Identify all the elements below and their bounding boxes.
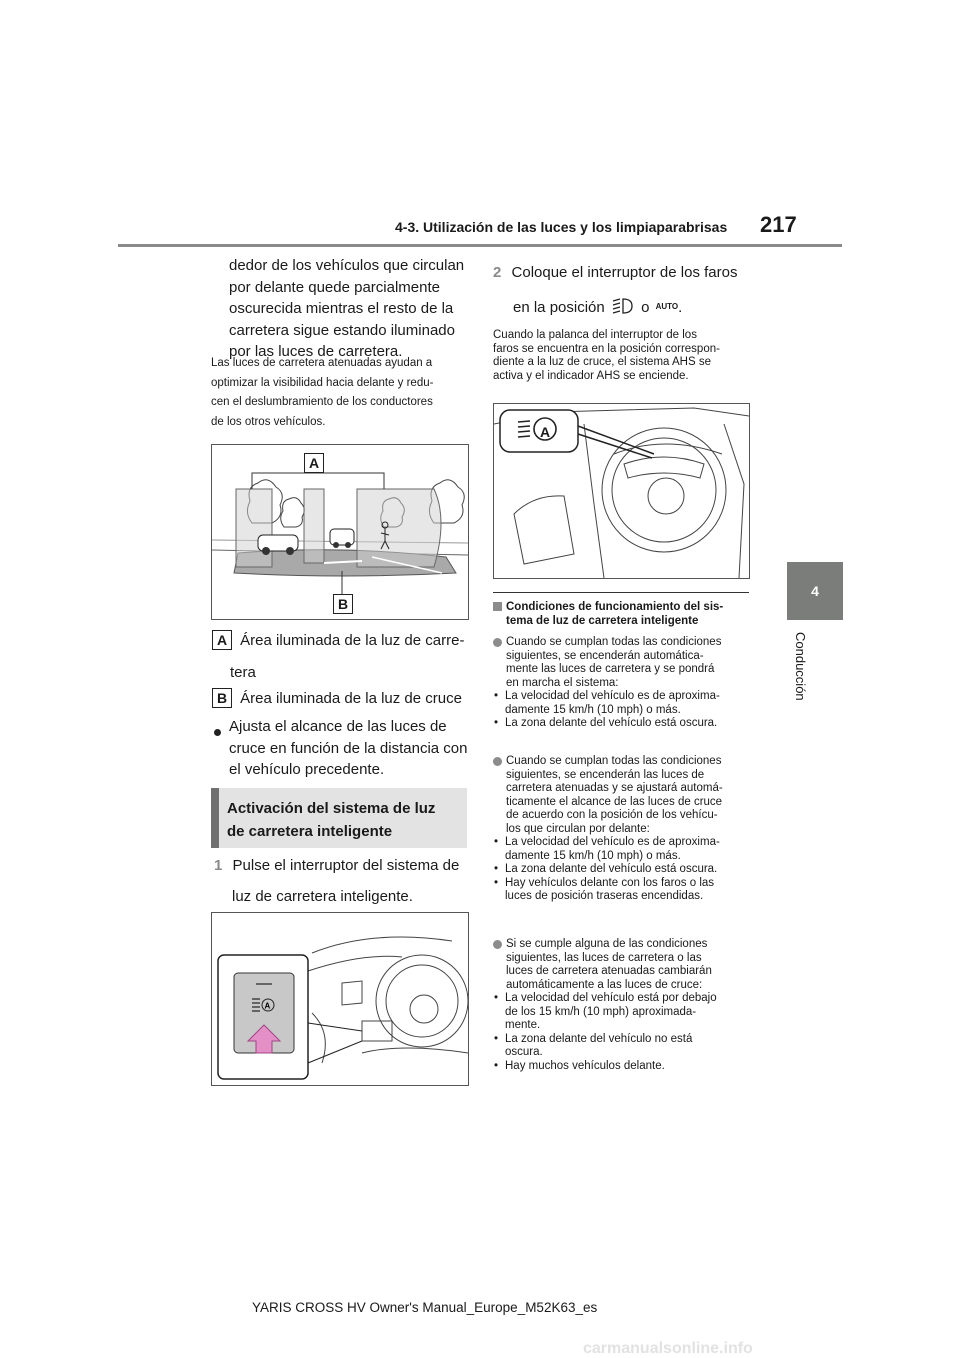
text-line: mente. xyxy=(505,1019,541,1031)
step-text: o xyxy=(641,298,650,316)
text-line: Las luces de carretera atenuadas ayudan a xyxy=(211,357,433,369)
text-line: mente las luces de carretera y se pondrá xyxy=(506,663,715,675)
text-line: La velocidad del vehículo es de aproxima- xyxy=(505,836,720,848)
text-line: activa y el indicador AHS se enciende. xyxy=(493,369,689,382)
text-line: cruce en función de la distancia con xyxy=(229,739,468,757)
text-line: Cuando se cumplan todas las condiciones xyxy=(506,755,722,767)
condition-block xyxy=(493,636,758,731)
text-line: La velocidad del vehículo es de aproxima- xyxy=(505,690,720,702)
step-text: Coloque el interruptor de los faros xyxy=(511,264,738,281)
text-line: oscura. xyxy=(505,1046,543,1058)
chapter-number: 4 xyxy=(811,583,819,599)
square-bullet xyxy=(493,602,502,611)
text-line: damente 15 km/h (10 mph) o más. xyxy=(505,849,681,862)
round-bullet xyxy=(493,940,502,949)
text-line: cen el deslumbramiento de los conductores xyxy=(211,396,433,408)
condition-item: • La zona delante del vehículo está oscura. xyxy=(493,717,758,731)
footer-text: YARIS CROSS HV Owner's Manual_Europe_M52K63_es xyxy=(252,1300,598,1315)
text-line: diente a la luz de cruce, el sistema AHS se xyxy=(493,356,711,368)
watermark: carmanualsonline.info xyxy=(583,1340,753,1357)
text-line: por delante quede parcialmente xyxy=(229,278,440,296)
section-title: 4-3. Utilización de las luces y los limpiaparabrisas xyxy=(395,219,728,235)
text-line: ticamente el alcance de las luces de cruce xyxy=(506,795,723,808)
dashboard-illustration xyxy=(212,913,468,1085)
text-line: La zona delante del vehículo está oscura. xyxy=(505,863,718,875)
text-line: Hay vehículos delante con los faros o las xyxy=(505,876,715,889)
text-line: oscurecida mientras el resto de la xyxy=(229,300,454,317)
chapter-label-text: Conducción xyxy=(793,632,808,701)
header-rule xyxy=(118,244,842,247)
cockpit-illustration xyxy=(494,404,749,578)
legend-key-b: B xyxy=(212,688,232,708)
note-paragraph xyxy=(211,354,471,432)
indicator-figure xyxy=(493,403,750,579)
condition-block xyxy=(493,938,758,1073)
callout-a: A xyxy=(304,453,324,473)
text-line: damente 15 km/h (10 mph) o más. xyxy=(505,703,681,716)
text-line: Cuando se cumplan todas las condiciones xyxy=(506,636,722,648)
step-2-line-2: en la posición o $^{AUTO}$. xyxy=(513,298,683,316)
text-line: Ajusta el alcance de las luces de xyxy=(229,718,447,735)
text-line: automáticamente a las luces de cruce: xyxy=(506,978,703,991)
condition-block xyxy=(493,755,758,904)
note-paragraph-right xyxy=(493,329,758,383)
step-text: luz de carretera inteligente. xyxy=(232,887,413,905)
continued-paragraph xyxy=(229,255,469,363)
condition-item: • La velocidad del vehículo está por debajo de los 15 km/h (10 mph) aproximada- mente. xyxy=(493,992,758,1033)
legend-text: Área iluminada de la luz de cruce xyxy=(240,690,462,707)
text-line: carretera sigue estando iluminado xyxy=(229,321,455,339)
round-bullet xyxy=(493,638,502,647)
step-text: en la posición xyxy=(513,298,605,316)
heading-line: Condiciones de funcionamiento del sis- xyxy=(506,601,724,613)
bullet-dot xyxy=(214,723,221,741)
text-line: La zona delante del vehículo está oscura. xyxy=(505,717,718,729)
bullet-paragraph xyxy=(229,716,474,781)
auto-icon: AUTO xyxy=(655,301,679,311)
text-line: luces de carretera atenuadas cambiarán xyxy=(506,965,712,977)
condition-item: • La velocidad del vehículo es de aproxima- damente 15 km/h (10 mph) o más. xyxy=(493,836,758,863)
heading-line: tema de luz de carretera inteligente xyxy=(506,615,699,627)
text-line: siguientes, se encenderán las luces de xyxy=(506,768,705,781)
switch-figure xyxy=(211,912,469,1086)
legend-a xyxy=(212,630,472,683)
text-line: por las luces de carretera. xyxy=(229,343,403,360)
legend-key-a: A xyxy=(212,630,232,650)
text-line: luces de posición traseras encendidas. xyxy=(505,890,704,902)
heading-line: de carretera inteligente xyxy=(227,823,393,840)
text-line: Si se cumple alguna de las condiciones xyxy=(506,938,708,950)
text-line: La velocidad del vehículo está por debajo xyxy=(505,992,717,1004)
text-line: el vehículo precedente. xyxy=(229,761,385,778)
step-number: 2 xyxy=(493,264,502,281)
condition-item: • Hay muchos vehículos delante. xyxy=(493,1060,758,1074)
illumination-figure xyxy=(211,444,469,620)
callout-b: B xyxy=(333,594,353,614)
legend-text: tera xyxy=(230,663,256,681)
svg-text:A: A xyxy=(264,1001,271,1011)
legend-b xyxy=(212,688,472,710)
heading-line: Activación del sistema de luz xyxy=(227,800,436,817)
text-line: los que circulan por delante: xyxy=(506,822,650,835)
step-1 xyxy=(214,855,474,907)
legend-text: Área iluminada de la luz de carre- xyxy=(240,632,465,649)
conditions-heading xyxy=(493,600,755,628)
chapter-label xyxy=(790,632,812,712)
text-line: dedor de los vehículos que circulan xyxy=(229,257,465,274)
text-line: siguientes, se encenderán automática- xyxy=(506,649,704,662)
conditions-rule xyxy=(493,592,749,593)
step-text: Pulse el interruptor del sistema de xyxy=(232,857,460,874)
text-line: La zona delante del vehículo no está xyxy=(505,1032,693,1045)
text-line: Hay muchos vehículos delante. xyxy=(505,1059,665,1072)
step-2 xyxy=(493,262,758,318)
indicator-label: A xyxy=(539,424,551,440)
road-illustration xyxy=(212,445,468,619)
text-line: carretera atenuadas y se ajustará automá- xyxy=(506,782,723,794)
text-line: siguientes, las luces de carretera o las xyxy=(506,951,702,964)
chapter-tab xyxy=(787,562,843,620)
condition-item: • La zona delante del vehículo no está oscura. xyxy=(493,1033,758,1060)
text-line: optimizar la visibilidad hacia delante y redu- xyxy=(211,376,434,389)
condition-item: • La velocidad del vehículo es de aproxima- damente 15 km/h (10 mph) o más. xyxy=(493,690,758,717)
low-beam-icon xyxy=(612,297,634,315)
text-line: de los 15 km/h (10 mph) aproximada- xyxy=(505,1005,697,1018)
page-number: 217 xyxy=(760,212,797,237)
section-heading xyxy=(211,788,467,848)
step-number: 1 xyxy=(214,857,223,874)
text-line: de acuerdo con la posición de los vehícu- xyxy=(506,809,718,821)
text-line: Cuando la palanca del interruptor de los xyxy=(493,329,697,341)
text-line: en marcha el sistema: xyxy=(506,676,619,689)
condition-item: • Hay vehículos delante con los faros o las luces de posición traseras encendidas. xyxy=(493,877,758,904)
condition-item: • La zona delante del vehículo está oscura. xyxy=(493,863,758,877)
round-bullet xyxy=(493,757,502,766)
text-line: de los otros vehículos. xyxy=(211,415,326,428)
text-line: faros se encuentra en la posición correspon- xyxy=(493,342,720,355)
